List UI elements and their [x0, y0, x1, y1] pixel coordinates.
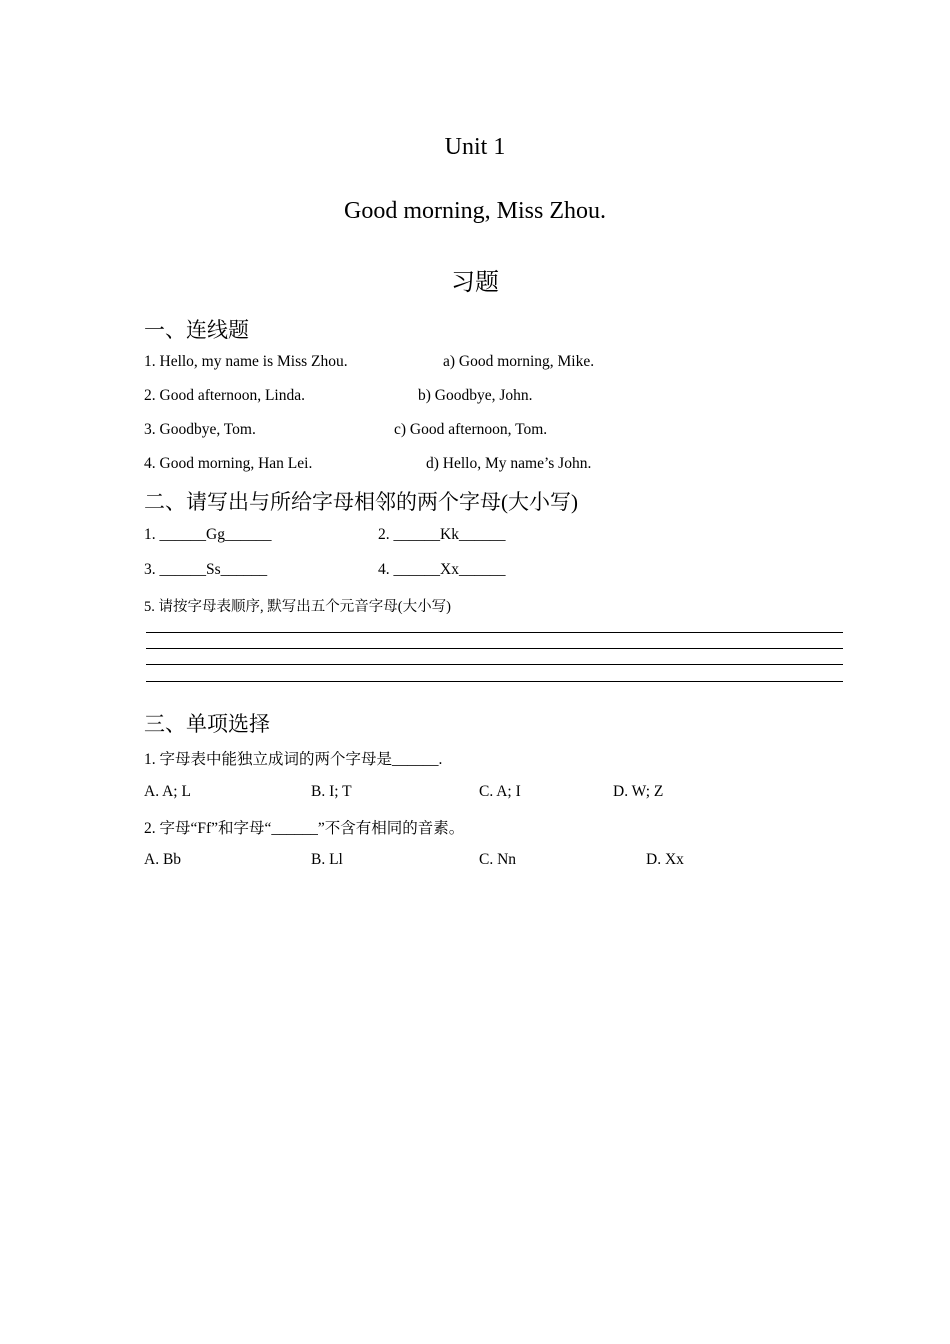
- writing-line: [146, 681, 843, 682]
- lesson-title: Good morning, Miss Zhou.: [343, 198, 606, 224]
- question-2: 2. 字母“Ff”和字母“______”不含有相同的音素。: [144, 820, 465, 837]
- match-left-item: 3. Goodbye, Tom.: [144, 421, 256, 438]
- vowel-instruction: 5. 请按字母表顺序, 默写出五个元音字母(大小写): [144, 599, 451, 615]
- writing-line: [146, 632, 843, 633]
- match-right-item: d) Hello, My name’s John.: [426, 455, 592, 472]
- option-c: C. A; I: [479, 783, 521, 800]
- option-d: D. Xx: [646, 851, 684, 868]
- match-left-item: 2. Good afternoon, Linda.: [144, 387, 305, 404]
- letter-blank-item: 3. ______Ss______: [144, 561, 268, 578]
- section2-heading: 二、请写出与所给字母相邻的两个字母(大小写): [144, 490, 578, 514]
- exercise-subtitle: 习题: [451, 270, 499, 296]
- match-left-item: 4. Good morning, Han Lei.: [144, 455, 313, 472]
- option-b: B. I; T: [311, 783, 352, 800]
- option-a: A. Bb: [144, 851, 182, 868]
- section1-heading: 一、连线题: [144, 318, 249, 342]
- writing-line: [146, 664, 843, 665]
- match-left-item: 1. Hello, my name is Miss Zhou.: [144, 353, 348, 370]
- match-right-item: b) Goodbye, John.: [418, 387, 533, 404]
- option-d: D. W; Z: [613, 783, 664, 800]
- section3-heading: 三、单项选择: [144, 712, 270, 736]
- option-b: B. Ll: [311, 851, 343, 868]
- option-a: A. A; L: [144, 783, 191, 800]
- match-right-item: a) Good morning, Mike.: [443, 353, 595, 370]
- letter-blank-item: 4. ______Xx______: [378, 561, 506, 578]
- match-right-item: c) Good afternoon, Tom.: [394, 421, 548, 438]
- writing-line: [146, 648, 843, 649]
- question-1: 1. 字母表中能独立成词的两个字母是______.: [144, 751, 443, 768]
- letter-blank-item: 2. ______Kk______: [378, 526, 506, 543]
- option-c: C. Nn: [479, 851, 517, 868]
- letter-blank-item: 1. ______Gg______: [144, 526, 272, 543]
- unit-title: Unit 1: [444, 134, 506, 160]
